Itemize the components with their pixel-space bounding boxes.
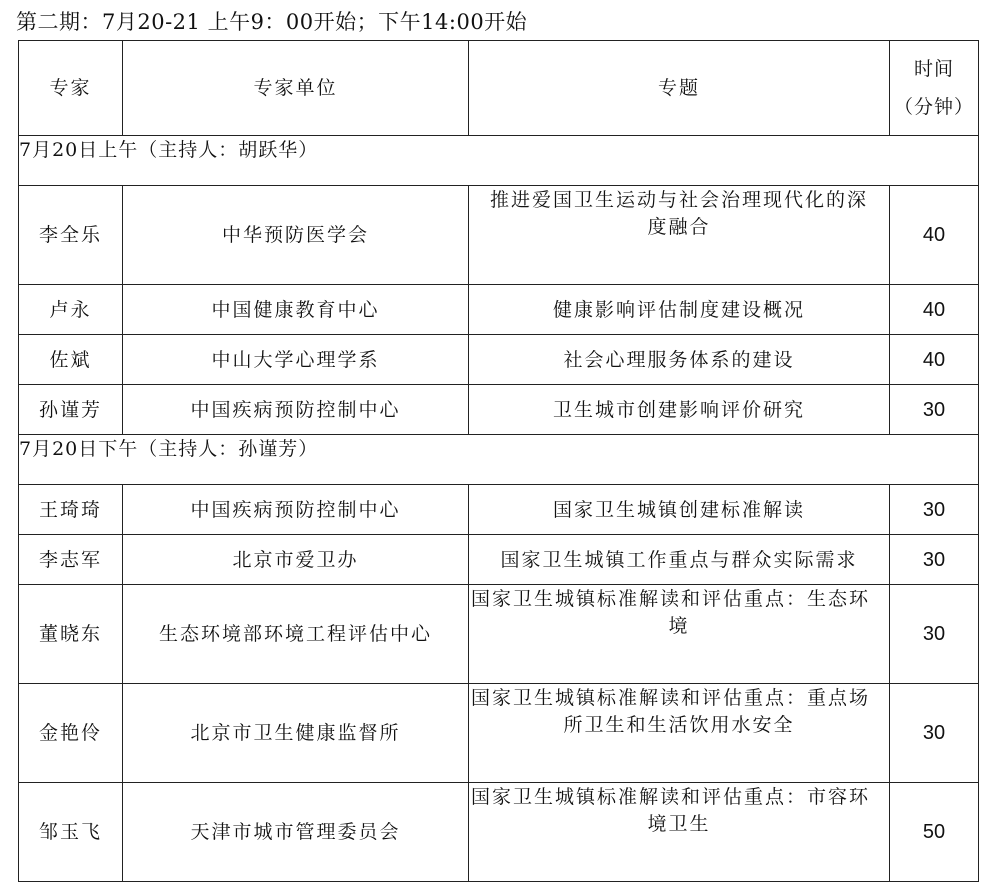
topic-line: 国家卫生城镇标准解读和评估重点：生态环 bbox=[471, 588, 871, 610]
topic-cell: 卫生城市创建影响评价研究 bbox=[469, 385, 890, 435]
session-label: 7月20日上午（主持人：胡跃华） bbox=[19, 136, 979, 186]
header-expert: 专家 bbox=[19, 41, 123, 136]
unit-cell: 中国健康教育中心 bbox=[123, 285, 469, 335]
time-cell: 30 bbox=[890, 385, 979, 435]
topic-cell: 国家卫生城镇创建标准解读 bbox=[469, 485, 890, 535]
header-unit: 专家单位 bbox=[123, 41, 469, 136]
table-row bbox=[19, 335, 979, 385]
expert-cell: 孙谨芳 bbox=[19, 385, 123, 435]
time-cell: 40 bbox=[890, 186, 979, 285]
unit-cell: 中国疾病预防控制中心 bbox=[123, 485, 469, 535]
topic-cell bbox=[469, 585, 890, 684]
expert-cell: 董晓东 bbox=[19, 585, 123, 684]
table-row bbox=[19, 485, 979, 535]
topic-cell bbox=[469, 783, 890, 882]
unit-cell: 中华预防医学会 bbox=[123, 186, 469, 285]
table-row bbox=[19, 585, 979, 684]
topic-cell bbox=[469, 684, 890, 783]
time-cell: 40 bbox=[890, 335, 979, 385]
topic-cell: 健康影响评估制度建设概况 bbox=[469, 285, 890, 335]
expert-cell: 李志军 bbox=[19, 535, 123, 585]
expert-cell: 金艳伶 bbox=[19, 684, 123, 783]
table-row bbox=[19, 186, 979, 285]
expert-cell: 卢永 bbox=[19, 285, 123, 335]
page-title: 第二期：7月20-21 上午9：00开始；下午14:00开始 bbox=[16, 10, 528, 34]
unit-cell: 天津市城市管理委员会 bbox=[123, 783, 469, 882]
header-time bbox=[890, 41, 979, 136]
topic-line: 境卫生 bbox=[647, 813, 711, 835]
expert-cell: 王琦琦 bbox=[19, 485, 123, 535]
unit-cell: 中山大学心理学系 bbox=[123, 335, 469, 385]
expert-cell: 李全乐 bbox=[19, 186, 123, 285]
expert-cell: 佐斌 bbox=[19, 335, 123, 385]
topic-cell bbox=[469, 186, 890, 285]
header-time-line2: （分钟） bbox=[893, 96, 974, 118]
session-row bbox=[19, 136, 979, 186]
session-row bbox=[19, 435, 979, 485]
table-row bbox=[19, 783, 979, 882]
header-row bbox=[19, 41, 979, 136]
topic-line: 境 bbox=[668, 615, 690, 637]
topic-line: 推进爱国卫生运动与社会治理现代化的深 bbox=[489, 189, 868, 211]
header-topic: 专题 bbox=[469, 41, 890, 136]
topic-line: 国家卫生城镇标准解读和评估重点：市容环 bbox=[471, 786, 871, 808]
schedule-table bbox=[18, 40, 979, 882]
unit-cell: 生态环境部环境工程评估中心 bbox=[123, 585, 469, 684]
table-row bbox=[19, 684, 979, 783]
time-cell: 50 bbox=[890, 783, 979, 882]
topic-line: 度融合 bbox=[647, 216, 711, 238]
expert-cell: 邹玉飞 bbox=[19, 783, 123, 882]
unit-cell: 北京市卫生健康监督所 bbox=[123, 684, 469, 783]
time-cell: 30 bbox=[890, 585, 979, 684]
topic-line: 所卫生和生活饮用水安全 bbox=[563, 714, 795, 736]
topic-line: 国家卫生城镇标准解读和评估重点：重点场 bbox=[471, 687, 871, 709]
table-row bbox=[19, 535, 979, 585]
unit-cell: 中国疾病预防控制中心 bbox=[123, 385, 469, 435]
time-cell: 30 bbox=[890, 485, 979, 535]
time-cell: 30 bbox=[890, 535, 979, 585]
time-cell: 30 bbox=[890, 684, 979, 783]
table-row bbox=[19, 285, 979, 335]
session-label: 7月20日下午（主持人：孙谨芳） bbox=[19, 435, 979, 485]
topic-cell: 社会心理服务体系的建设 bbox=[469, 335, 890, 385]
time-cell: 40 bbox=[890, 285, 979, 335]
topic-cell: 国家卫生城镇工作重点与群众实际需求 bbox=[469, 535, 890, 585]
unit-cell: 北京市爱卫办 bbox=[123, 535, 469, 585]
table-row bbox=[19, 385, 979, 435]
header-time-line1: 时间 bbox=[913, 58, 954, 80]
